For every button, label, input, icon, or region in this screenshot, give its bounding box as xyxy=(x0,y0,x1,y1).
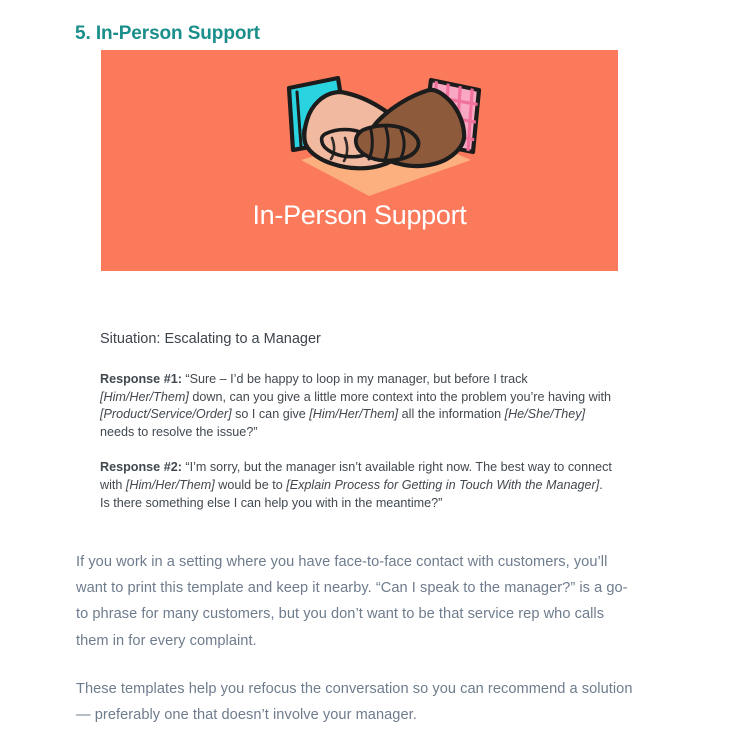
response-label: Response #1: xyxy=(100,372,182,386)
handshake-illustration xyxy=(101,68,618,198)
response-paragraph xyxy=(100,371,616,441)
in-person-support-banner xyxy=(101,50,618,271)
response-text: “I’m sorry, but the manager isn’t available right now. The best way to connect with [Him/Her/Them] would be to [Explain Process for Getting in Touch With the Manager]. Is there something else I can help you with in the meantime?” xyxy=(100,460,612,510)
body-paragraph: These templates help you refocus the conversation so you can recommend a solution — preferably one that doesn’t involve your manager. xyxy=(76,680,633,724)
page-title: 5. In-Person Support xyxy=(75,22,260,44)
situation-label: Situation: Escalating to a Manager xyxy=(100,331,321,347)
body-paragraph: If you work in a setting where you have face-to-face contact with customers, you’ll want to print this template and keep it nearby. “Can I speak to the manager?” is a go-to phrase for many customers, but you don’t want to be that service rep who calls them in for every complaint. xyxy=(76,554,628,649)
response-template-block xyxy=(100,329,616,512)
response-paragraph xyxy=(100,459,616,512)
response-text: “Sure – I’d be happy to loop in my manager, but before I track [Him/Her/Them] down, can you give a little more context into the problem you’re having with [Product/Service/Order] so I can give [Him/Her/Them] all the information [He/She/They] needs to resolve the issue?” xyxy=(100,372,611,439)
article-body xyxy=(76,549,636,728)
banner-caption: In-Person Support xyxy=(252,200,467,230)
response-label: Response #2: xyxy=(100,460,182,475)
